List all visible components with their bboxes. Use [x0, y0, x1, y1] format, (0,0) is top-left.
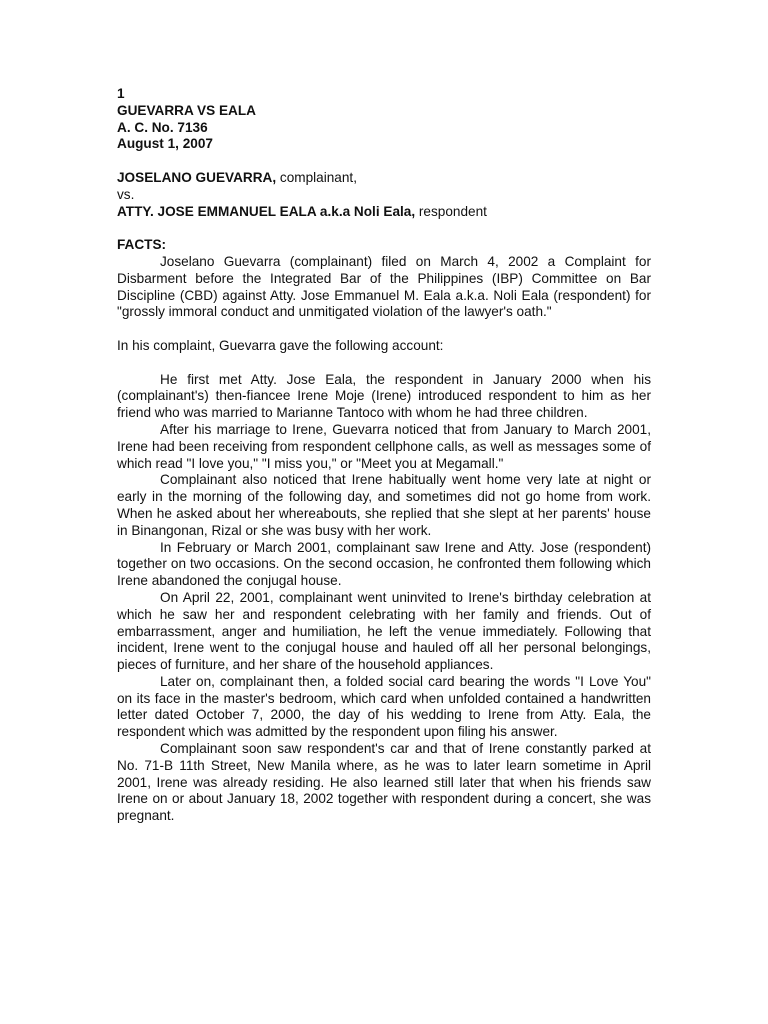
account-paragraph: In February or March 2001, complainant saw Irene and Atty. Jose (respondent) together on two occasions. On the second occasion, he confronted them following which Irene abandoned the conjugal house. — [117, 539, 651, 589]
account-paragraph: After his marriage to Irene, Guevarra noticed that from January to March 2001, Irene had been receiving from respondent cellphone calls, as well as messages some of which read "I love you," "I miss you," or "Meet you at Megamall." — [117, 421, 651, 471]
versus-label: vs. — [117, 186, 135, 202]
complainant-name: JOSELANO GUEVARRA, — [117, 169, 277, 185]
complainant-label: complainant, — [276, 169, 357, 185]
account-paragraph: Later on, complainant then, a folded social card bearing the words "I Love You" on its face in the master's bedroom, which card when unfolded contained a handwritten letter dated October 7, 2000, the day of his wedding to Irene from Atty. Eala, the respondent which was admitted by the respondent upon filing his answer. — [117, 673, 651, 740]
respondent-name: ATTY. JOSE EMMANUEL EALA a.k.a Noli Eala, — [117, 203, 416, 219]
spacer — [117, 153, 651, 170]
account-paragraph: On April 22, 2001, complainant went uninvited to Irene's birthday celebration at which he saw her and respondent celebrating with her family and friends. Out of embarrassment, anger and humiliation, he left the venue immediately. Following that incident, Irene went to the conjugal house and hauled off all her personal belongings, pieces of furniture, and her share of the household appliances. — [117, 589, 651, 673]
facts-intro-paragraph: Joselano Guevarra (complainant) filed on March 4, 2002 a Complaint for Disbarment before the Integrated Bar of the Philippines (IBP) Committee on Bar Discipline (CBD) against Atty. Jose Emmanuel M. Eala a.k.a. Noli Eala (respondent) for "grossly immoral conduct and unmitigated violation of the lawyer's oath." — [117, 253, 651, 320]
case-number: A. C. No. 7136 — [117, 119, 208, 135]
case-date: August 1, 2007 — [117, 136, 213, 152]
document-page — [117, 86, 651, 825]
account-paragraph: He first met Atty. Jose Eala, the respondent in January 2000 when his (complainant's) then-fiancee Irene Moje (Irene) introduced respondent to him as her friend who was married to Marianne Tantoco with whom he had three children. — [117, 371, 651, 421]
spacer — [117, 321, 651, 338]
respondent-label: respondent — [415, 203, 487, 219]
account-lead-paragraph: In his complaint, Guevarra gave the following account: — [117, 337, 444, 353]
facts-heading: FACTS: — [117, 237, 167, 253]
page-number: 1 — [117, 86, 125, 101]
spacer — [117, 355, 651, 372]
account-paragraph: Complainant also noticed that Irene habitually went home very late at night or early in the morning of the following day, and sometimes did not go home from work. When he asked about her whereabouts, she replied that she slept at her parents' house in Binangonan, Rizal or she was busy with her work. — [117, 472, 651, 538]
case-title: GUEVARRA VS EALA — [117, 102, 256, 118]
account-paragraph: Complainant soon saw respondent's car and that of Irene constantly parked at No. 71-B 11th Street, New Manila where, as he was to later learn sometime in April 2001, Irene was already residing. He also learned still later that when his friends saw Irene on or about January 18, 2002 together with respondent during a concert, she was pregnant. — [117, 741, 651, 824]
spacer — [117, 220, 651, 237]
complainant-line — [117, 170, 651, 187]
respondent-line — [117, 204, 651, 221]
